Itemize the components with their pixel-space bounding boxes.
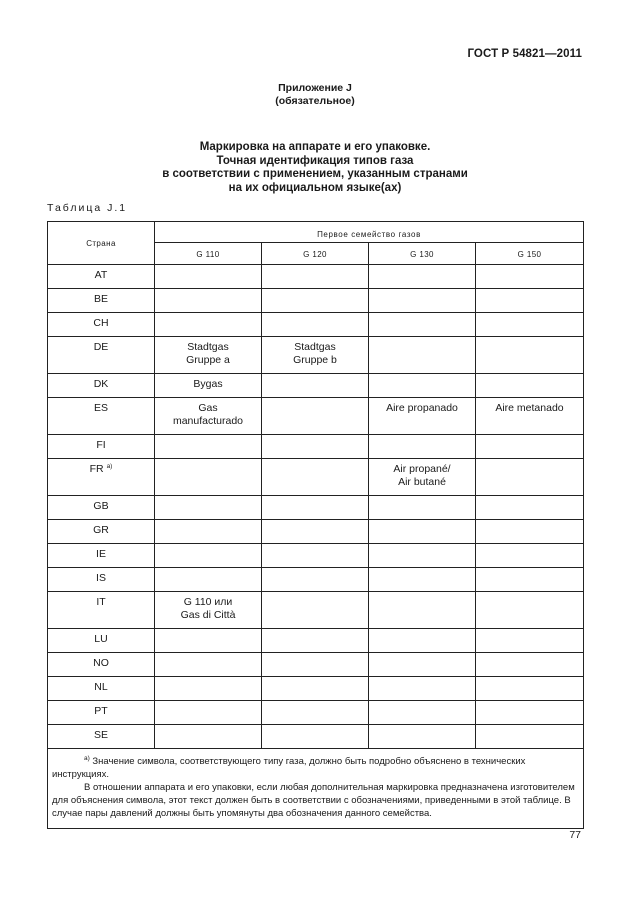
table-row bbox=[48, 337, 584, 374]
footnote-text: Значение символа, соответствующего типу газа, должно быть подробно объяснено в технических инструкциях. bbox=[52, 756, 526, 780]
g150-cell bbox=[476, 459, 584, 496]
g150-cell bbox=[476, 435, 584, 459]
country-code: IS bbox=[96, 572, 106, 584]
country-code: IE bbox=[96, 548, 106, 560]
country-code: GB bbox=[93, 500, 109, 512]
g130-cell bbox=[369, 701, 476, 725]
country-cell bbox=[48, 592, 155, 629]
country-cell bbox=[48, 725, 155, 749]
country-cell bbox=[48, 289, 155, 313]
table-row bbox=[48, 496, 584, 520]
g120-cell bbox=[262, 629, 369, 653]
g150-cell bbox=[476, 653, 584, 677]
g130-cell bbox=[369, 677, 476, 701]
country-code: FI bbox=[96, 439, 106, 451]
g150-cell bbox=[476, 677, 584, 701]
g120-cell bbox=[262, 701, 369, 725]
country-footnote-marker: a) bbox=[106, 463, 113, 470]
table-row bbox=[48, 592, 584, 629]
g120-cell bbox=[262, 677, 369, 701]
g120-cell bbox=[262, 568, 369, 592]
country-code: NO bbox=[93, 657, 109, 669]
g110-cell bbox=[155, 653, 262, 677]
country-code: GR bbox=[93, 524, 109, 536]
footnote-marker: a) bbox=[84, 755, 90, 762]
country-code: FR bbox=[89, 463, 104, 475]
g120-cell bbox=[262, 398, 369, 435]
header-g130: G 130 bbox=[369, 243, 476, 265]
table-row bbox=[48, 653, 584, 677]
country-cell bbox=[48, 374, 155, 398]
g110-cell bbox=[155, 629, 262, 653]
g120-cell: Stadtgas Gruppe b bbox=[262, 337, 369, 374]
g150-cell bbox=[476, 725, 584, 749]
g110-cell bbox=[155, 435, 262, 459]
country-cell bbox=[48, 435, 155, 459]
table-row bbox=[48, 374, 584, 398]
g150-cell bbox=[476, 337, 584, 374]
g120-cell bbox=[262, 653, 369, 677]
table-row bbox=[48, 701, 584, 725]
g130-cell: Air propané/ Air butané bbox=[369, 459, 476, 496]
annex-heading bbox=[0, 82, 630, 108]
table-row bbox=[48, 568, 584, 592]
g110-cell: Bygas bbox=[155, 374, 262, 398]
annex-status: (обязательное) bbox=[275, 95, 355, 107]
title-line: Точная идентификация типов газа bbox=[216, 154, 414, 167]
g150-cell bbox=[476, 265, 584, 289]
g150-cell bbox=[476, 374, 584, 398]
g150-cell bbox=[476, 289, 584, 313]
country-cell bbox=[48, 677, 155, 701]
country-code: AT bbox=[94, 269, 108, 281]
country-code: SE bbox=[93, 729, 108, 741]
g150-cell bbox=[476, 592, 584, 629]
table-footnotes bbox=[48, 749, 584, 829]
g130-cell bbox=[369, 629, 476, 653]
country-cell bbox=[48, 459, 155, 496]
country-cell bbox=[48, 520, 155, 544]
table-row bbox=[48, 313, 584, 337]
g150-cell bbox=[476, 701, 584, 725]
g120-cell bbox=[262, 592, 369, 629]
g110-cell bbox=[155, 701, 262, 725]
table-row bbox=[48, 629, 584, 653]
document-title bbox=[0, 141, 630, 195]
g130-cell bbox=[369, 496, 476, 520]
g130-cell bbox=[369, 265, 476, 289]
header-g120: G 120 bbox=[262, 243, 369, 265]
table-row bbox=[48, 435, 584, 459]
g120-cell bbox=[262, 435, 369, 459]
g110-cell: Stadtgas Gruppe a bbox=[155, 337, 262, 374]
g150-cell bbox=[476, 568, 584, 592]
country-cell bbox=[48, 629, 155, 653]
g110-cell bbox=[155, 544, 262, 568]
country-code: DK bbox=[93, 378, 109, 390]
country-code: NL bbox=[94, 681, 108, 693]
gas-designation-table bbox=[47, 221, 584, 829]
country-cell bbox=[48, 337, 155, 374]
g120-cell bbox=[262, 544, 369, 568]
table-row bbox=[48, 725, 584, 749]
header-gas-family: Первое семейство газов bbox=[155, 222, 584, 243]
country-code: IT bbox=[96, 596, 106, 608]
title-line: в соответствии с применением, указанным странами bbox=[162, 168, 468, 180]
footnote-paragraph: В отношении аппарата и его упаковки, если любая дополнительная маркировка предназначена изготовителем для объяснения символа, этот текст должен быть в соответствии с обозначениями, приведенными в этой таблице. В случае пары давлений должны быть упомянуты два обозначения данного семейства. bbox=[52, 782, 575, 819]
g150-cell bbox=[476, 520, 584, 544]
g130-cell bbox=[369, 725, 476, 749]
g120-cell bbox=[262, 725, 369, 749]
country-cell bbox=[48, 496, 155, 520]
g110-cell bbox=[155, 313, 262, 337]
header-g150: G 150 bbox=[476, 243, 584, 265]
country-code: LU bbox=[94, 633, 108, 645]
g130-cell bbox=[369, 653, 476, 677]
country-cell bbox=[48, 653, 155, 677]
header-country: Страна bbox=[48, 222, 155, 265]
table-row bbox=[48, 265, 584, 289]
country-code: CH bbox=[93, 317, 109, 329]
table-row bbox=[48, 398, 584, 435]
g110-cell: Gas manufacturado bbox=[155, 398, 262, 435]
g120-cell bbox=[262, 313, 369, 337]
table-row bbox=[48, 459, 584, 496]
g130-cell bbox=[369, 592, 476, 629]
country-cell bbox=[48, 544, 155, 568]
g120-cell bbox=[262, 265, 369, 289]
footnote-a bbox=[52, 755, 579, 781]
g150-cell bbox=[476, 496, 584, 520]
country-code: DE bbox=[93, 341, 109, 353]
title-line: Маркировка на аппарате и его упаковке. bbox=[199, 141, 431, 153]
g130-cell bbox=[369, 568, 476, 592]
country-code: BE bbox=[93, 293, 108, 305]
g120-cell bbox=[262, 520, 369, 544]
table-caption: Таблица J.1 bbox=[47, 202, 128, 214]
g150-cell bbox=[476, 544, 584, 568]
table-row bbox=[48, 677, 584, 701]
g150-cell bbox=[476, 313, 584, 337]
g120-cell bbox=[262, 496, 369, 520]
g120-cell bbox=[262, 459, 369, 496]
g130-cell bbox=[369, 544, 476, 568]
g130-cell bbox=[369, 374, 476, 398]
g110-cell bbox=[155, 459, 262, 496]
standard-number: ГОСТ Р 54821—2011 bbox=[467, 48, 582, 60]
g110-cell bbox=[155, 496, 262, 520]
country-cell bbox=[48, 265, 155, 289]
g110-cell bbox=[155, 289, 262, 313]
g150-cell: Aire metanado bbox=[476, 398, 584, 435]
g120-cell bbox=[262, 289, 369, 313]
table-row bbox=[48, 289, 584, 313]
g110-cell bbox=[155, 265, 262, 289]
g110-cell bbox=[155, 725, 262, 749]
table-row bbox=[48, 520, 584, 544]
country-cell bbox=[48, 398, 155, 435]
g120-cell bbox=[262, 374, 369, 398]
country-cell bbox=[48, 701, 155, 725]
g110-cell: G 110 или Gas di Città bbox=[155, 592, 262, 629]
g130-cell bbox=[369, 435, 476, 459]
g150-cell bbox=[476, 629, 584, 653]
g110-cell bbox=[155, 568, 262, 592]
country-cell bbox=[48, 568, 155, 592]
header-g110: G 110 bbox=[155, 243, 262, 265]
g130-cell bbox=[369, 337, 476, 374]
g110-cell bbox=[155, 677, 262, 701]
country-code: ES bbox=[93, 402, 108, 414]
table-row bbox=[48, 544, 584, 568]
g130-cell bbox=[369, 313, 476, 337]
g130-cell bbox=[369, 289, 476, 313]
g110-cell bbox=[155, 520, 262, 544]
title-line: на их официальном языке(ах) bbox=[228, 181, 402, 194]
annex-title: Приложение J bbox=[278, 82, 352, 94]
g130-cell: Aire propanado bbox=[369, 398, 476, 435]
g130-cell bbox=[369, 520, 476, 544]
country-code: PT bbox=[94, 705, 108, 717]
country-cell bbox=[48, 313, 155, 337]
page-number: 77 bbox=[569, 829, 581, 841]
